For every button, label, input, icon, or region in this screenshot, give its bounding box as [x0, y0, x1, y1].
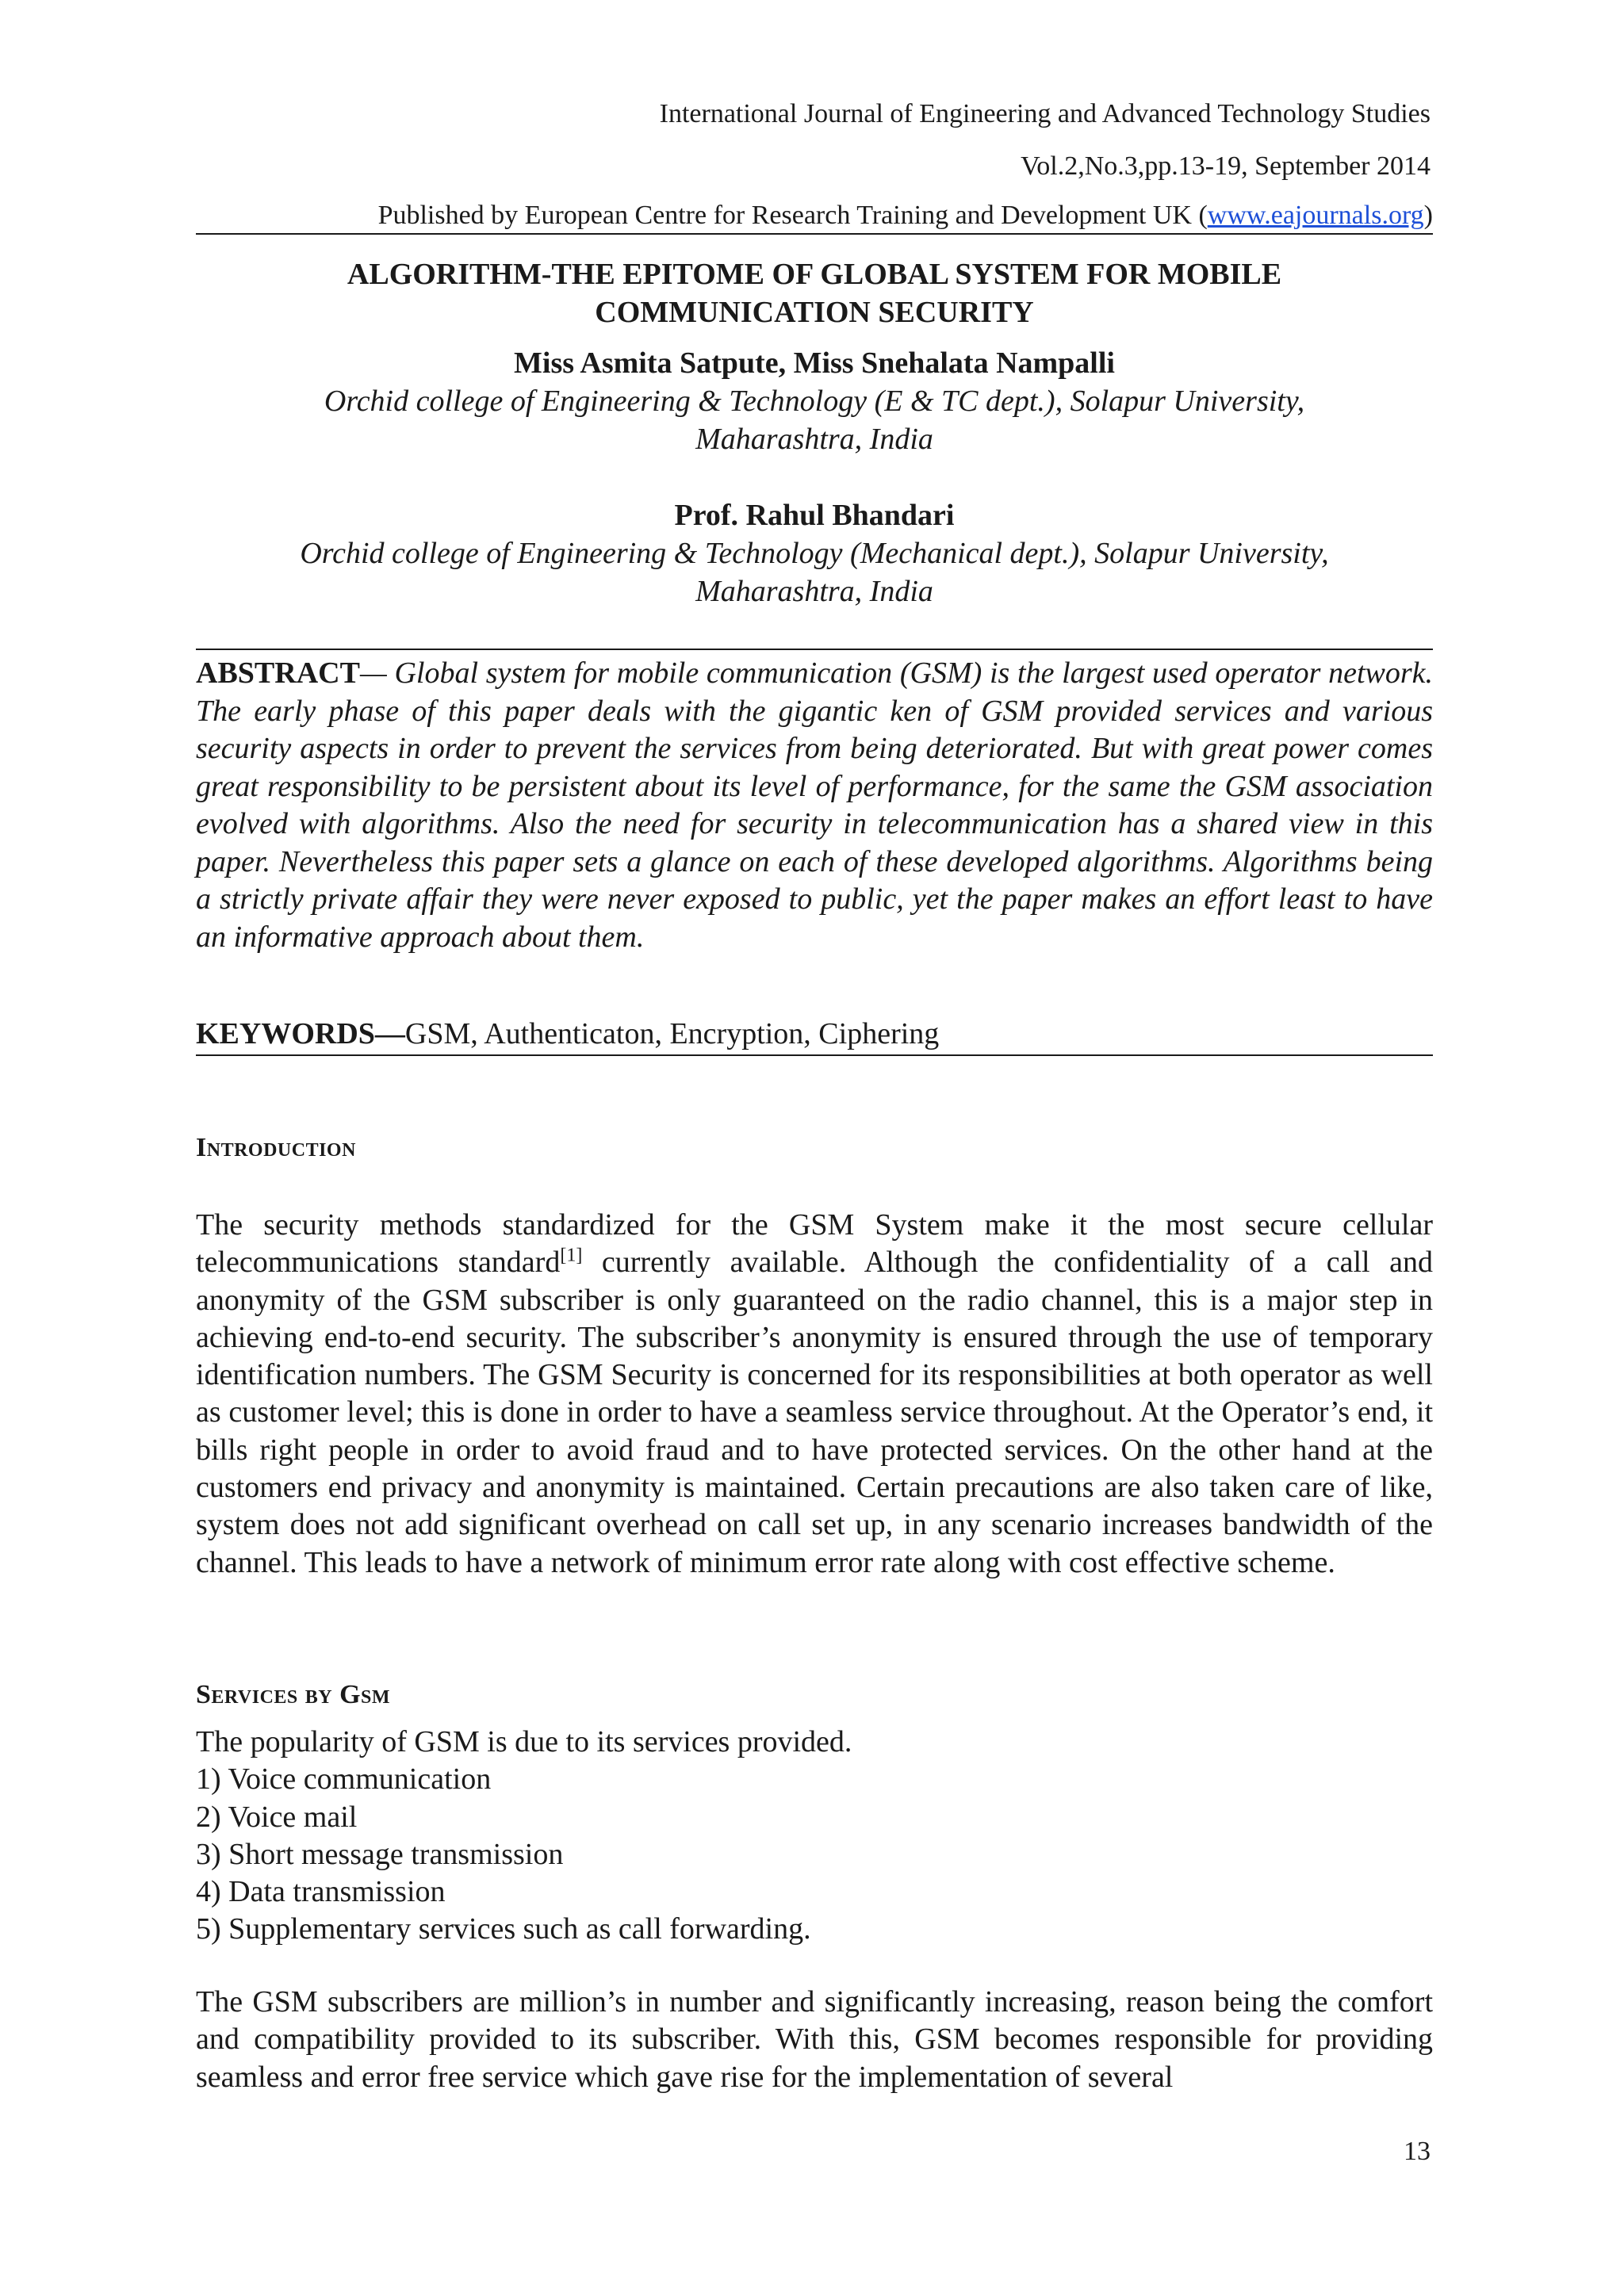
list-item: 2) Voice mail	[196, 1800, 358, 1834]
list-item: 4) Data transmission	[196, 1875, 446, 1909]
list-item: 3) Short message transmission	[196, 1837, 564, 1871]
keywords-label: KEYWORDS—	[196, 1017, 405, 1050]
publisher-text: Published by European Centre for Research Training and Development UK (	[377, 201, 1208, 230]
paper-title	[196, 255, 1433, 331]
author-location: Maharashtra, India	[695, 575, 933, 608]
citation-reference[interactable]: [1]	[560, 1245, 583, 1266]
journal-name: International Journal of Engineering and Advanced Technology Studies	[659, 99, 1431, 128]
author-names: Prof. Rahul Bhandari	[674, 499, 955, 532]
keywords-text: GSM, Authenticaton, Encryption, Ciphering	[404, 1017, 940, 1050]
services-list	[196, 1724, 1433, 1949]
author-location: Maharashtra, India	[695, 423, 933, 456]
page-number: 13	[1404, 2137, 1431, 2166]
journal-website-link[interactable]: www.eajournals.org	[1207, 201, 1424, 230]
intro-text-end: currently available. Although the confidentiality of a call and anonymity of the GSM subscriber is only guaranteed on the radio channel, this is a major step in achieving end-to-end security. The subscriber’s anonymity is ensured through the use of temporary identification numbers. The GSM Security is concerned for its responsibilities at both operator as well as customer level; this is done in order to have a seamless service throughout. At the Operator’s end, it bills right people in order to avoid fraud and to have protected services. On the other hand at the customers end privacy and anonymity is maintained. Certain precautions are also taken care of like, system does not add significant overhead on call set up, in any scenario increases bandwidth of the channel. This leads to have a network of minimum error rate along with cost effective scheme.	[196, 1246, 1434, 1579]
abstract-text: Global system for mobile communication (GSM) is the largest used operator network. The early phase of this paper deals with the gigantic ken of GSM provided services and various security aspects in order to prevent the services from being deteriorated. But with great power comes great responsibility to be persistent about its level of performance, for the same the GSM association evolved with algorithms. Also the need for security in telecommunication has a shared view in this paper. Nevertheless this paper sets a glance on each of these developed algorithms. Algorithms being a strictly private affair they were never exposed to public, yet the paper makes an effort least to have an informative approach about them.	[196, 656, 1433, 954]
section-heading-services: Services by Gsm	[196, 1680, 391, 1709]
intro-text-start: The security methods standardized for the GSM System make it the most secure cellular telecommunications standard	[196, 1208, 1433, 1280]
publisher-close: )	[1423, 201, 1433, 230]
introduction-paragraph	[196, 1207, 1433, 1582]
author-affiliation: Orchid college of Engineering & Technology (Mechanical dept.), Solapur University,	[300, 537, 1329, 570]
list-item: 1) Voice communication	[196, 1762, 492, 1797]
journal-volume: Vol.2,No.3,pp.13-19, September 2014	[1021, 151, 1431, 181]
author-names: Miss Asmita Satpute, Miss Snehalata Nampalli	[514, 346, 1115, 380]
author-affiliation: Orchid college of Engineering & Technology (E & TC dept.), Solapur University,	[324, 385, 1305, 418]
title-line-2: COMMUNICATION SECURITY	[595, 296, 1034, 329]
abstract	[196, 649, 1433, 956]
title-line-1: ALGORITHM-THE EPITOME OF GLOBAL SYSTEM FOR MOBILE	[347, 258, 1282, 291]
list-item: 5) Supplementary services such as call forwarding.	[196, 1912, 811, 1946]
abstract-label: ABSTRACT	[196, 656, 360, 690]
keywords	[196, 1015, 1433, 1056]
publisher-line	[196, 200, 1433, 235]
author-block	[196, 344, 1433, 458]
author-block	[196, 496, 1433, 610]
services-intro: The popularity of GSM is due to its services provided.	[196, 1725, 852, 1758]
section-heading-introduction: Introduction	[196, 1133, 356, 1162]
abstract-dash: —	[359, 656, 395, 690]
services-closing-paragraph: The GSM subscribers are million’s in number and significantly increasing, reason being the comfort and compatibility provided to its subscriber. With this, GSM becomes responsible for providing seamless and error free service which gave rise for the implementation of several	[196, 1985, 1433, 2094]
